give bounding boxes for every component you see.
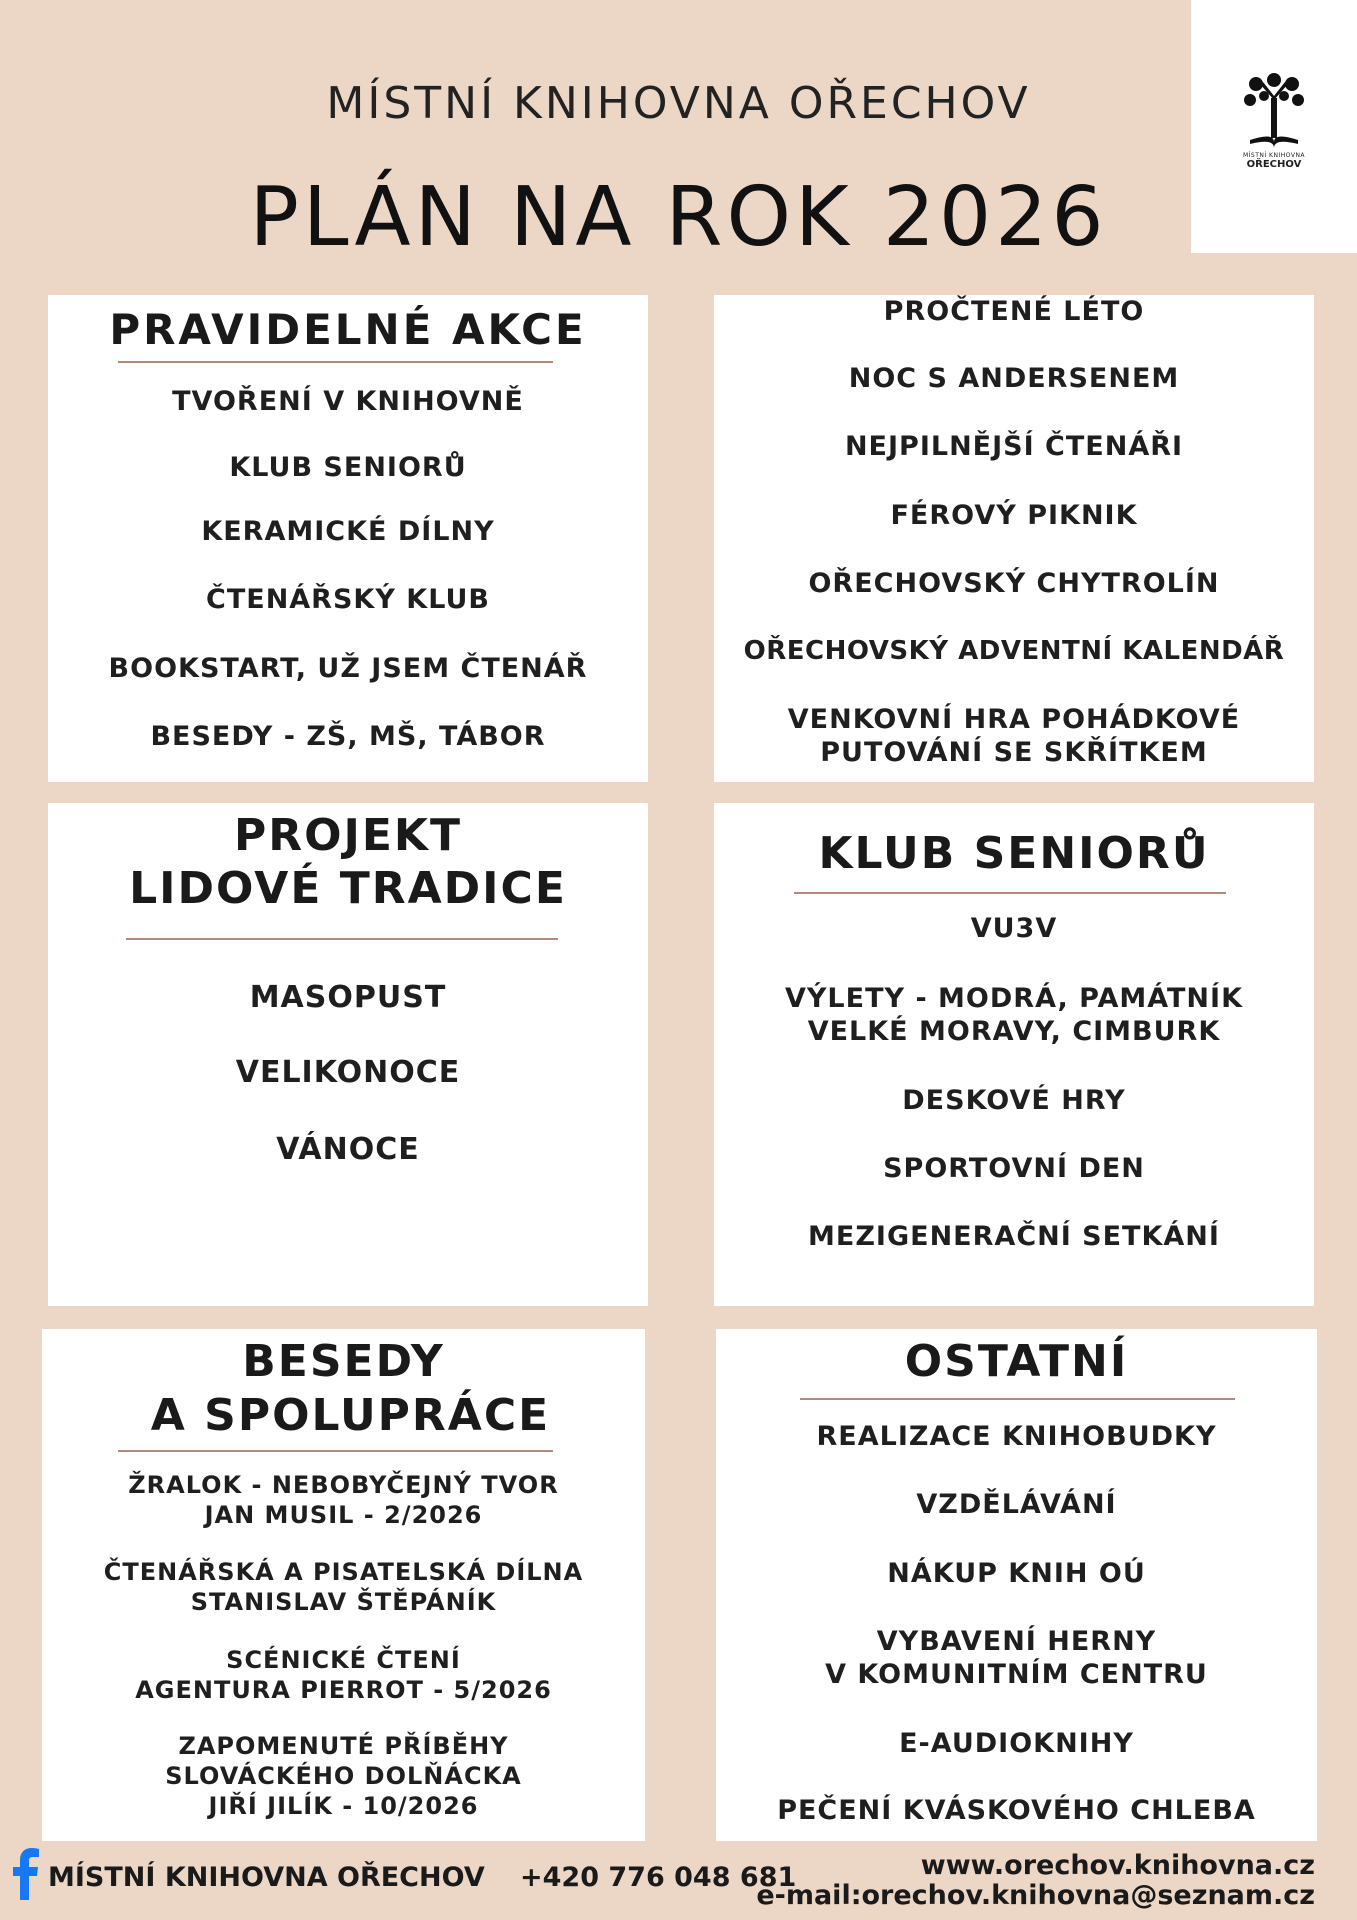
list-item: VÝLETY - MODRÁ, PAMÁTNÍK VELKÉ MORAVY, CIMBURK	[784, 983, 1243, 1047]
card-title: KLUB SENIORŮ	[818, 828, 1210, 879]
list-item: VÁNOCE	[276, 1132, 420, 1167]
list-item: SPORTOVNÍ DEN	[883, 1153, 1145, 1184]
title-divider	[126, 938, 558, 940]
list-item: VELIKONOCE	[235, 1055, 461, 1090]
title-divider	[794, 892, 1226, 894]
list-item: PEČENÍ KVÁSKOVÉHO CHLEBA	[777, 1795, 1256, 1826]
card-klub-senioru	[714, 803, 1314, 1306]
list-item: NÁKUP KNIH OÚ	[887, 1558, 1146, 1589]
list-item: BOOKSTART, UŽ JSEM ČTENÁŘ	[108, 653, 588, 684]
list-item: PROČTENÉ LÉTO	[883, 296, 1145, 327]
title-divider	[118, 1450, 553, 1452]
facebook-page-name[interactable]: MÍSTNÍ KNIHOVNA OŘECHOV	[48, 1862, 485, 1893]
list-item: FÉROVÝ PIKNIK	[890, 500, 1138, 531]
card-projekt-lidove-tradice	[48, 803, 648, 1306]
list-item: KERAMICKÉ DÍLNY	[201, 516, 495, 547]
card-title-line2: A SPOLUPRÁCE	[150, 1390, 551, 1441]
card-title-line1: PROJEKT	[233, 810, 463, 861]
list-item: MEZIGENERAČNÍ SETKÁNÍ	[808, 1221, 1220, 1252]
phone-number[interactable]: +420 776 048 681	[520, 1862, 797, 1893]
card-title: OSTATNÍ	[904, 1336, 1129, 1387]
logo-name: OŘECHOV	[1246, 159, 1302, 170]
list-item: ČTENÁŘSKÝ KLUB	[206, 584, 490, 615]
page-title: PLÁN NA ROK 2026	[249, 170, 1108, 265]
list-item: VYBAVENÍ HERNY V KOMUNITNÍM CENTRU	[825, 1626, 1208, 1690]
list-item: E-AUDIOKNIHY	[899, 1728, 1134, 1759]
card-title-line2: LIDOVÉ TRADICE	[129, 863, 567, 914]
list-item: MASOPUST	[249, 980, 447, 1015]
list-item: DESKOVÉ HRY	[902, 1085, 1126, 1116]
title-divider	[118, 361, 553, 363]
title-divider	[800, 1398, 1235, 1400]
list-item: VENKOVNÍ HRA POHÁDKOVÉ PUTOVÁNÍ SE SKŘÍTKEM	[787, 704, 1241, 768]
list-item: ŽRALOK - NEBOBYČEJNÝ TVOR JAN MUSIL - 2/2026	[128, 1471, 559, 1529]
card-title-line1: BESEDY	[242, 1336, 445, 1387]
library-name-heading: MÍSTNÍ KNIHOVNA OŘECHOV	[326, 78, 1031, 129]
list-item: NEJPILNĚJŠÍ ČTENÁŘI	[844, 431, 1184, 462]
card-pravidelne-akce	[48, 295, 648, 782]
email-link[interactable]: e-mail:orechov.knihovna@seznam.cz	[756, 1880, 1315, 1911]
list-item: VZDĚLÁVÁNÍ	[916, 1489, 1117, 1520]
list-item: VU3V	[970, 913, 1058, 944]
list-item: TVOŘENÍ V KNIHOVNĚ	[172, 386, 524, 417]
list-item: BESEDY - ZŠ, MŠ, TÁBOR	[150, 721, 546, 752]
list-item: OŘECHOVSKÝ CHYTROLÍN	[808, 568, 1220, 599]
card-ostatni	[716, 1329, 1317, 1841]
logo-small-text: MÍSTNÍ KNIHOVNA	[1242, 152, 1306, 159]
website-link[interactable]: www.orechov.knihovna.cz	[920, 1850, 1315, 1881]
card-besedy-a-spoluprace	[42, 1329, 645, 1841]
list-item: NOC S ANDERSENEM	[848, 363, 1180, 394]
list-item: ČTENÁŘSKÁ A PISATELSKÁ DÍLNA STANISLAV ŠTĚPÁNÍK	[103, 1558, 584, 1616]
list-item: REALIZACE KNIHOBUDKY	[816, 1421, 1217, 1452]
card-title: PRAVIDELNÉ AKCE	[109, 305, 587, 354]
list-item: SCÉNICKÉ ČTENÍ AGENTURA PIERROT - 5/2026	[135, 1646, 552, 1704]
list-item: ZAPOMENUTÉ PŘÍBĚHY SLOVÁCKÉHO DOLŇÁCKA JIŘÍ JILÍK - 10/2026	[165, 1732, 522, 1820]
facebook-icon[interactable]	[12, 1848, 42, 1900]
list-item: OŘECHOVSKÝ ADVENTNÍ KALENDÁŘ	[743, 636, 1285, 666]
card-akce	[714, 295, 1314, 782]
list-item: KLUB SENIORŮ	[229, 452, 467, 483]
